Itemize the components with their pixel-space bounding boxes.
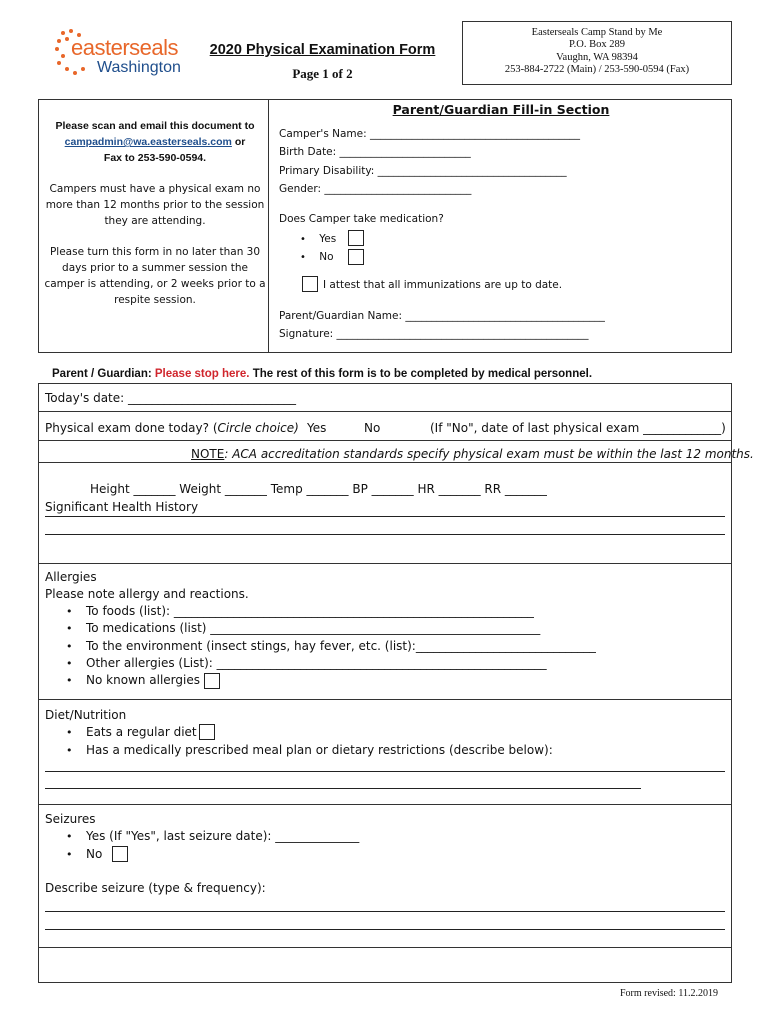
note-label: NOTE — [191, 447, 225, 461]
form-revised-footer: Form revised: 11.2.2019 — [620, 988, 718, 999]
immunization-checkbox[interactable] — [302, 276, 318, 292]
divider — [38, 699, 732, 700]
form-title: 2020 Physical Examination Form — [209, 42, 436, 58]
divider — [38, 947, 732, 948]
top-section-divider — [268, 99, 269, 353]
aca-note — [191, 447, 754, 461]
allergy-other-text: Other allergies (List): _______________________________________________________ — [86, 656, 547, 670]
no-known-allergies-checkbox[interactable] — [204, 673, 220, 689]
special-diet: • Has a medically prescribed meal plan or dietary restrictions (describe below): — [66, 743, 553, 757]
exam-note: Campers must have a physical exam no more than 12 months prior to the session they are attending. — [45, 183, 265, 227]
todays-date-field[interactable]: Today's date: ____________________________ — [45, 391, 296, 405]
seizure-line[interactable] — [45, 929, 725, 930]
gender-field[interactable]: Gender: ____________________________ — [279, 183, 472, 195]
regular-diet-text: Eats a regular diet — [86, 725, 197, 739]
diet-line[interactable] — [45, 771, 725, 772]
exam-yes-option[interactable]: Yes — [307, 421, 327, 435]
allergy-other[interactable]: • Other allergies (List): _______________________________________________________ — [66, 656, 547, 670]
exam-today-text: Physical exam done today? ( — [45, 421, 218, 435]
seizures-heading: Seizures — [45, 812, 96, 826]
seizure-yes-text: Yes (If "Yes", last seizure date): ______________ — [86, 829, 360, 843]
scan-instruction — [44, 118, 266, 166]
seizure-no: • No — [66, 847, 103, 861]
no-text: No — [319, 251, 334, 263]
signature-field[interactable]: Signature: ________________________________________________ — [279, 328, 589, 340]
exam-no-option[interactable]: No — [364, 421, 381, 435]
history-line[interactable] — [45, 534, 725, 535]
diet-line[interactable] — [45, 788, 641, 789]
immunization-attest: I attest that all immunizations are up to date. — [323, 279, 563, 291]
allergy-environment-text: To the environment (insect stings, hay fever, etc. (list):______________________________ — [86, 639, 596, 653]
address-line3: Vaughn, WA 98394 — [556, 51, 638, 63]
divider — [38, 411, 732, 412]
seizure-no-text: No — [86, 847, 103, 861]
seizure-line[interactable] — [45, 911, 725, 912]
stop-red: Please stop here. — [154, 368, 250, 380]
divider — [38, 440, 732, 441]
guardian-name-field[interactable]: Parent/Guardian Name: ______________________________________ — [279, 310, 605, 322]
email-link[interactable]: campadmin@wa.easterseals.com — [64, 136, 232, 148]
health-history-heading: Significant Health History — [45, 500, 199, 514]
birth-date-field[interactable]: Birth Date: _________________________ — [279, 146, 471, 158]
seizure-no-checkbox[interactable] — [112, 846, 128, 862]
stop-prefix: Parent / Guardian: — [52, 368, 155, 380]
address-line1: Easterseals Camp Stand by Me — [531, 27, 663, 38]
no-known-allergies-text: No known allergies — [86, 673, 200, 687]
circle-choice-text: Circle choice) — [217, 421, 299, 435]
medication-yes-label: • Yes — [300, 233, 337, 245]
campers-name-field[interactable]: Camper's Name: ________________________________________ — [279, 128, 580, 140]
allergies-instruction: Please note allergy and reactions. — [45, 587, 249, 601]
allergy-foods-text: To foods (list): ____________________________________________________________ — [86, 604, 534, 618]
address-line4: 253-884-2722 (Main) / 253-590-0594 (Fax) — [504, 63, 690, 75]
medication-no-label: • No — [300, 251, 334, 263]
logo-sub-text: Washington — [97, 59, 181, 76]
diet-heading: Diet/Nutrition — [45, 708, 127, 722]
medication-yes-checkbox[interactable] — [348, 230, 364, 246]
page-number: Page 1 of 2 — [292, 66, 353, 81]
no-known-allergies: • No known allergies — [66, 673, 200, 687]
address-box — [462, 21, 732, 85]
medication-question: Does Camper take medication? — [279, 213, 444, 225]
seizure-yes[interactable]: • Yes (If "Yes", last seizure date): ______________ — [66, 829, 360, 843]
allergy-medications-text: To medications (list) _______________________________________________________ — [86, 621, 541, 635]
divider — [38, 462, 732, 463]
yes-text: Yes — [319, 233, 337, 245]
allergy-environment[interactable]: • To the environment (insect stings, hay fever, etc. (list):______________________________ — [66, 639, 596, 653]
vitals-line[interactable]: Height _______ Weight _______ Temp _______ BP _______ HR _______ RR _______ — [90, 482, 547, 496]
note-text: : ACA accreditation standards specify physical exam must be within the last 12 months. — [224, 447, 754, 461]
fax-line: Fax to 253-590-0594. — [103, 152, 207, 164]
turn-in-note: Please turn this form in no later than 30 days prior to a summer session the camper is attending, or 2 weeks prior to a respite session. — [44, 246, 266, 306]
last-exam-date-field[interactable]: (If "No", date of last physical exam _____________) — [430, 421, 726, 435]
stop-suffix: The rest of this form is to be completed by medical personnel. — [249, 368, 593, 380]
divider — [38, 563, 732, 564]
allergy-foods[interactable]: • To foods (list): ____________________________________________________________ — [66, 604, 534, 618]
describe-seizure-label: Describe seizure (type & frequency): — [45, 881, 266, 895]
history-line[interactable] — [45, 516, 725, 517]
logo-brand-text: easterseals — [71, 35, 179, 60]
divider — [38, 804, 732, 805]
medication-no-checkbox[interactable] — [348, 249, 364, 265]
allergies-heading: Allergies — [45, 570, 97, 584]
regular-diet-checkbox[interactable] — [199, 724, 215, 740]
scan-line: Please scan and email this document to — [55, 120, 255, 132]
address-line2: P.O. Box 289 — [568, 39, 625, 51]
guardian-section-heading: Parent/Guardian Fill-in Section — [392, 102, 610, 117]
allergy-medications[interactable]: • To medications (list) _______________________________________________________ — [66, 621, 541, 635]
special-diet-text: Has a medically prescribed meal plan or dietary restrictions (describe below): — [86, 743, 553, 757]
exam-today-question — [45, 421, 299, 435]
easterseals-logo — [55, 27, 190, 83]
regular-diet: • Eats a regular diet — [66, 725, 197, 739]
scan-or: or — [231, 136, 246, 148]
stop-line — [52, 368, 592, 380]
primary-disability-field[interactable]: Primary Disability: ____________________________________ — [279, 165, 567, 177]
